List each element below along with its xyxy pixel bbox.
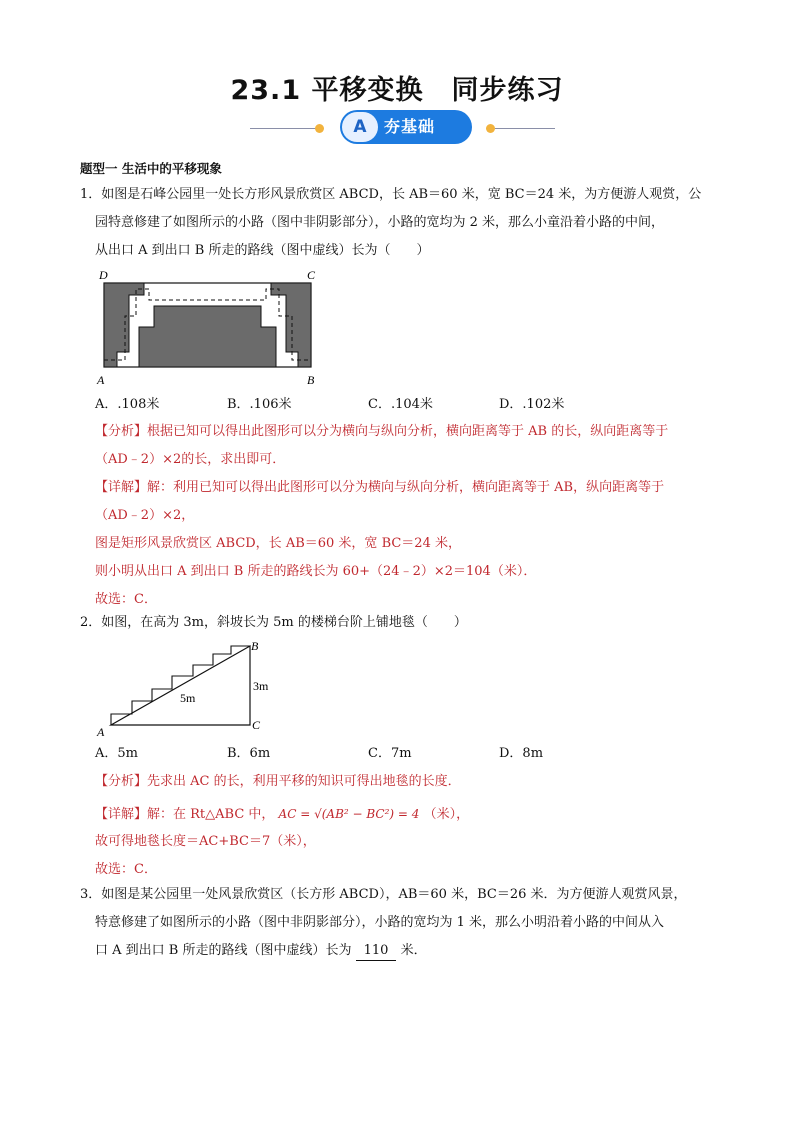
q1-line3: 从出口 A 到出口 B 所走的路线（图中虚线）长为（ ） bbox=[95, 243, 430, 258]
banner-dot-left bbox=[315, 124, 324, 133]
q1-label-A: A bbox=[97, 373, 105, 387]
q3-line3 bbox=[95, 942, 427, 961]
q1-label-B: B bbox=[307, 373, 315, 387]
q1-detail-line2: （AD﹣2）×2， bbox=[95, 508, 195, 523]
q2-analysis: 【分析】先求出 AC 的长，利用平移的知识可得出地毯的长度． bbox=[95, 774, 461, 789]
banner-line-left bbox=[250, 128, 320, 129]
q2-detail-suffix: （米）， bbox=[423, 807, 470, 822]
q2-detail-formula: AC = √(AB² − BC²) = 4 bbox=[278, 807, 420, 821]
q1-line1: 1．如图是石峰公园里一处长方形风景欣赏区 ABCD，长 AB＝60 米，宽 BC＝24 米，为方便游人观赏，公 bbox=[80, 187, 702, 202]
q2-figure bbox=[95, 636, 280, 744]
banner-dot-right bbox=[486, 124, 495, 133]
q1-option-c[interactable]: C．.104米 bbox=[368, 397, 433, 412]
section-heading: 题型一 生活中的平移现象 bbox=[80, 161, 222, 176]
q1-option-a[interactable]: A．.108米 bbox=[95, 397, 160, 412]
banner-label: 夯基础 bbox=[384, 117, 436, 136]
banner-pill bbox=[340, 110, 472, 144]
q1-figure bbox=[95, 265, 330, 390]
q2-label-B: B bbox=[251, 639, 259, 653]
q3-line2: 特意修建了如图所示的小路（图中非阴影部分），小路的宽均为 1 米，那么小明沿着小路的中间从入 bbox=[95, 915, 665, 930]
q1-detail-line3: 图是矩形风景欣赏区 ABCD，长 AB＝60 米，宽 BC＝24 米， bbox=[95, 536, 461, 551]
q1-line2: 园特意修建了如图所示的小路（图中非阴影部分），小路的宽均为 2 米，那么小童沿着小路的中间， bbox=[95, 215, 665, 230]
q1-detail-line4: 则小明从出口 A 到出口 B 所走的路线长为 60+（24﹣2）×2＝104（米）． bbox=[95, 564, 537, 579]
q1-detail-line5: 故选：C． bbox=[95, 592, 157, 607]
q1-label-D: D bbox=[99, 268, 108, 282]
page-title: 23.1 平移变换 同步练习 bbox=[230, 75, 564, 106]
q1-option-d[interactable]: D．.102米 bbox=[499, 397, 565, 412]
q2-label-A: A bbox=[97, 725, 105, 739]
q2-line1: 2．如图，在高为 3m，斜坡长为 5m 的楼梯台阶上铺地毯（ ） bbox=[80, 615, 467, 630]
q2-label-height: 3m bbox=[253, 679, 269, 693]
q2-detail-line2: 故可得地毯长度＝AC+BC＝7（米）， bbox=[95, 834, 316, 849]
q2-detail-prefix: 【详解】解：在 Rt△ABC 中， bbox=[95, 807, 275, 822]
q3-line3-prefix: 口 A 到出口 B 所走的路线（图中虚线）长为 bbox=[95, 943, 352, 958]
q1-analysis-line2: （AD﹣2）×2的长，求出即可． bbox=[95, 452, 286, 467]
q2-label-C: C bbox=[252, 718, 261, 732]
q1-option-b[interactable]: B．.106米 bbox=[227, 397, 292, 412]
q1-analysis-line1: 【分析】根据已知可以得出此图形可以分为横向与纵向分析，横向距离等于 AB 的长，纵向距离等于 bbox=[95, 424, 669, 439]
q2-option-d[interactable]: D．8m bbox=[499, 746, 544, 761]
q2-option-a[interactable]: A．5m bbox=[95, 746, 138, 761]
q3-line1: 3．如图是某公园里一处风景欣赏区（长方形 ABCD），AB＝60 米，BC＝26 米．为方便游人观赏风景， bbox=[80, 887, 687, 902]
q1-detail-line1: 【详解】解：利用已知可以得出此图形可以分为横向与纵向分析，横向距离等于 AB，纵向距离等于 bbox=[95, 480, 665, 495]
q1-label-C: C bbox=[307, 268, 316, 282]
q2-detail-line3: 故选：C． bbox=[95, 862, 157, 877]
section-banner bbox=[240, 110, 560, 146]
q2-label-slope: 5m bbox=[180, 691, 196, 705]
q2-detail-line1 bbox=[95, 805, 469, 824]
q2-option-b[interactable]: B．6m bbox=[227, 746, 271, 761]
banner-letter: A bbox=[342, 112, 378, 142]
q3-line3-suffix: 米． bbox=[400, 943, 427, 958]
q2-option-c[interactable]: C．7m bbox=[368, 746, 412, 761]
q3-answer-blank[interactable]: 110 bbox=[356, 942, 397, 961]
banner-line-right bbox=[495, 128, 555, 129]
